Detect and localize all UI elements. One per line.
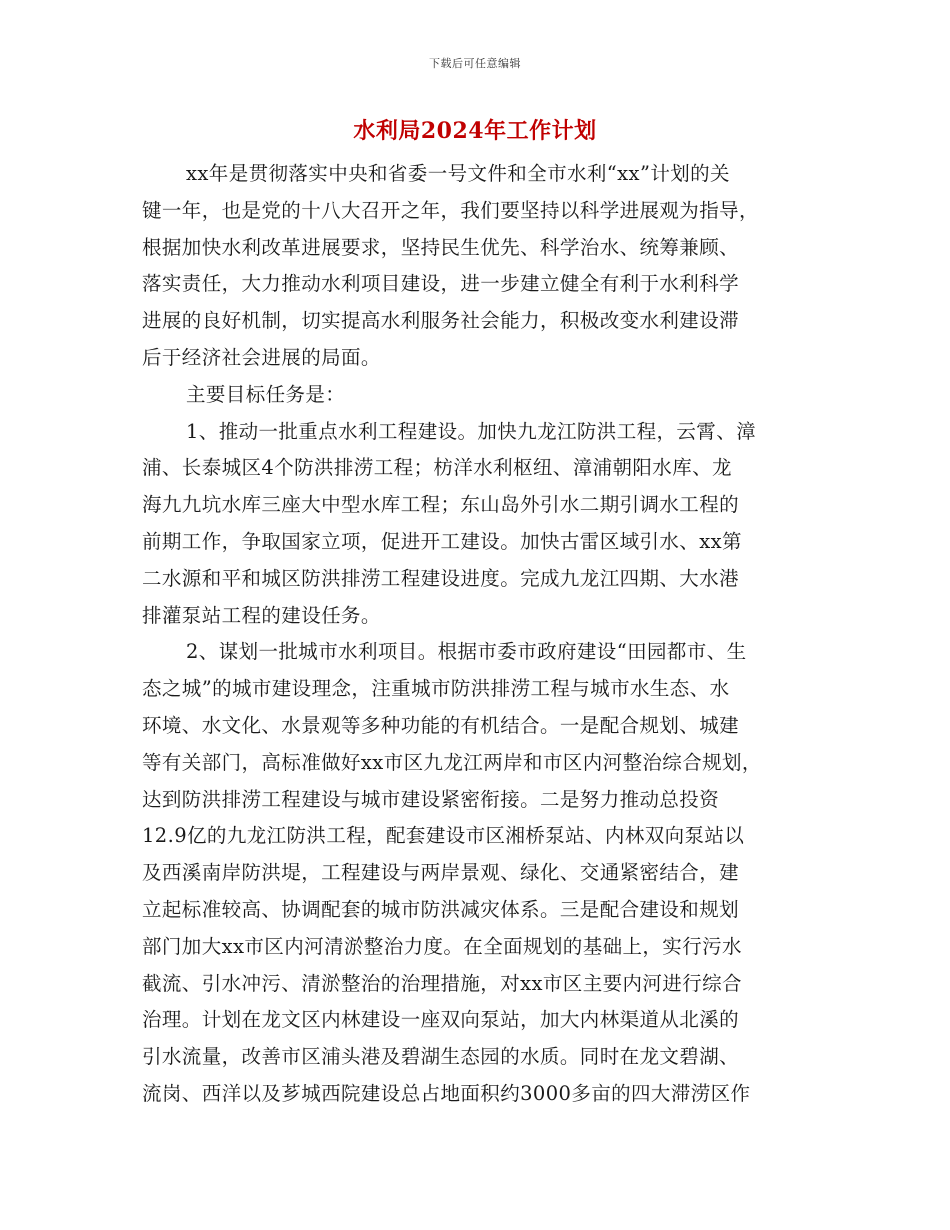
- paragraph-line: 及西溪南岸防洪堤，工程建设与两岸景观、绿化、交通紧密结合，建: [142, 861, 740, 885]
- paragraph-line: 12.9亿的九龙江防洪工程，配套建设市区湘桥泵站、内林双向泵站以: [142, 824, 745, 848]
- paragraph-line: 主要目标任务是：: [186, 382, 346, 406]
- paragraph-line: 后于经济社会进展的局面。: [142, 345, 381, 369]
- paragraph-line: 海九九坑水库三座大中型水库工程；东山岛外引水二期引调水工程的: [142, 493, 740, 517]
- document-title: 水利局2024年工作计划: [353, 118, 597, 144]
- paragraph-line: 达到防洪排涝工程建设与城市建设紧密衔接。二是努力推动总投资: [142, 787, 720, 811]
- paragraph-line: 等有关部门，高标准做好xx市区九龙江两岸和市区内河整治综合规划，: [142, 750, 762, 774]
- paragraph-line: 环境、水文化、水景观等多种功能的有机结合。一是配合规划、城建: [142, 713, 740, 737]
- paragraph-line: 态之城”的城市建设理念，注重城市防洪排涝工程与城市水生态、水: [142, 677, 730, 701]
- paragraph-line: 前期工作，争取国家立项，促进开工建设。加快古雷区域引水、xx第: [142, 529, 742, 553]
- paragraph-line: 浦、长泰城区4个防洪排涝工程；枋洋水利枢纽、漳浦朝阳水库、龙: [142, 456, 732, 480]
- paragraph-line: 落实责任，大力推动水利项目建设，进一步建立健全有利于水利科学: [142, 272, 740, 296]
- paragraph-line: 排灌泵站工程的建设任务。: [142, 603, 381, 627]
- paragraph-line: 部门加大xx市区内河清淤整治力度。在全面规划的基础上，实行污水: [142, 934, 742, 958]
- paragraph-line: 治理。计划在龙文区内林建设一座双向泵站，加大内林渠道从北溪的: [142, 1008, 740, 1032]
- paragraph-line: 立起标准较高、协调配套的城市防洪减灾体系。三是配合建设和规划: [142, 897, 740, 921]
- paragraph-line: xx年是贯彻落实中央和省委一号文件和全市水利“xx”计划的关: [186, 162, 730, 185]
- document-body: [142, 156, 808, 1113]
- paragraph-line: 截流、引水冲污、清淤整治的治理措施，对xx市区主要内河进行综合: [142, 971, 742, 995]
- paragraph-line: 二水源和平和城区防洪排涝工程建设进度。完成九龙江四期、大水港: [142, 566, 740, 590]
- paragraph-line: 键一年，也是党的十八大召开之年，我们要坚持以科学进展观为指导，: [142, 198, 759, 222]
- paragraph-line: 根据加快水利改革进展要求，坚持民生优先、科学治水、统筹兼顾、: [142, 235, 740, 259]
- header-note: 下载后可任意编辑: [429, 57, 521, 70]
- paragraph-line: 流岗、西洋以及芗城西院建设总占地面积约3000多亩的四大滞涝区作: [142, 1081, 751, 1105]
- paragraph-line: 1、推动一批重点水利工程建设。加快九龙江防洪工程，云霄、漳: [186, 419, 757, 443]
- paragraph-line: 引水流量，改善市区浦头港及碧湖生态园的水质。同时在龙文碧湖、: [142, 1045, 740, 1069]
- paragraph-line: 2、谋划一批城市水利项目。根据市委市政府建设“田园都市、生: [186, 640, 747, 664]
- paragraph-line: 进展的良好机制，切实提高水利服务社会能力，积极改变水利建设滞: [142, 309, 740, 333]
